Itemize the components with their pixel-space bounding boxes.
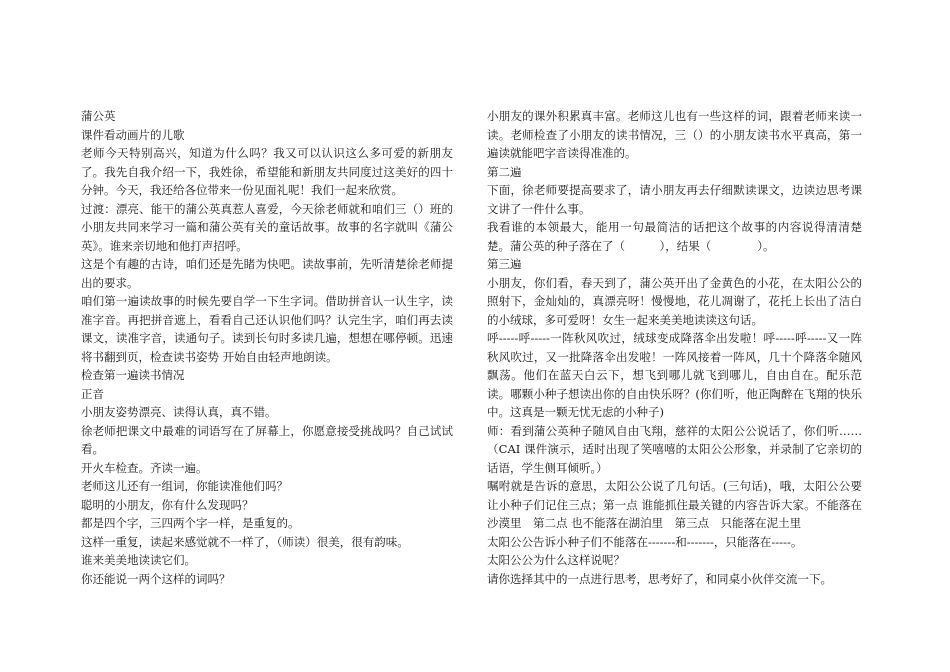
paragraph: 请你选择其中的一点进行思考，思考好了，和同桌小伙伴交流一下。 — [487, 571, 832, 586]
paragraph: 检查第一遍读书情况 — [81, 368, 185, 382]
paragraph: 这是个有趣的古诗，咱们还是先睹为快吧。读故事前，先听清楚徐老师提出的要求。 — [81, 257, 453, 290]
paragraph: 第二遍 — [487, 164, 522, 179]
paragraph: 过渡：漂亮、能干的蒲公英真惹人喜爱，今天徐老师就和咱们三（）班的小朋友共同来学习一篇和蒲公英有关的童话故事。故事的名字就叫《蒲公英》。谁来亲切地和他打声招呼。 — [81, 201, 453, 253]
paragraph: 老师今天特别高兴，知道为什么吗？我又可以认识这么多可爱的新朋友了。我先自我介绍一下，我姓徐，希望能和新朋友共同度过这美好的四十分钟。今天，我还给各位带来一份见面礼呢！我们一起来欣赏。 — [81, 146, 453, 197]
paragraph: 小朋友，你们看，春天到了，蒲公英开出了金黄色的小花，在太阳公公的照射下，金灿灿的，真漂亮呀！慢慢地，花儿凋谢了，花托上长出了洁白的小绒球，多可爱呀！女生一起来美美地读读这句话。 — [487, 275, 862, 327]
paragraph: 老师这儿还有一组词，你能读准他们吗？ — [81, 479, 288, 493]
paragraph: 这样一重复，读起来感觉就不一样了，（师读）很美，很有韵味。 — [81, 534, 409, 549]
paragraph: 你还能说一两个这样的词吗？ — [81, 571, 231, 586]
paragraph: 蒲公英 — [81, 109, 116, 123]
paragraph: 小朋友姿势漂亮、读得认真，真不错。 — [81, 405, 277, 419]
paragraph: 徐老师把课文中最难的词语写在了屏幕上，你愿意接受挑战吗？自己试试看。 — [81, 423, 453, 456]
paragraph: 我看谁的本领最大，能用一句最简洁的话把这个故事的内容说得清清楚楚。蒲公英的种子落在了（ ），结果（ ）。 — [487, 220, 862, 253]
paragraph: 师：看到蒲公英种子随风自由飞翔，慈祥的太阳公公说话了，你们听……（CAI 课件演示，适时出现了笑嘻嘻的太阳公公形象，并录制了它亲切的话语，学生侧耳倾听。） — [487, 423, 862, 475]
paragraph: 第三遍 — [487, 257, 522, 271]
paragraph: 呼-----呼-----一阵秋风吹过，绒球变成降落伞出发啦！呼-----呼-----又一阵秋风吹过，又一批降落伞出发啦！一阵风接着一阵风，几十个降落伞随风飘荡。他们在蓝天白云下，想飞到哪儿就飞到哪儿，自由自在。配乐范读。哪颗小种子想读出你的自由快乐呀？(你们听，他正陶醉在飞翔的快乐中。这真是一颗无忧无虑的小种子) — [487, 331, 862, 419]
paragraph: 聪明的小朋友，你有什么发现吗？ — [81, 497, 254, 512]
paragraph: 太阳公公告诉小种子们不能落在-------和-------，只能落在-----。 — [487, 534, 803, 549]
paragraph: 开火车检查。齐读一遍。 — [81, 460, 208, 475]
right-column — [487, 107, 862, 588]
paragraph: 太阳公公为什么这样说呢？ — [487, 553, 625, 567]
paragraph: 嘱咐就是告诉的意思，太阳公公说了几句话。(三句话)，哦，太阳公公要让小种子们记住三点；第一点 谁能抓住最关键的内容告诉大家。不能落在沙漠里 第二点 也不能落在湖泊里 第三点 只能落在泥土里 — [487, 479, 862, 530]
paragraph: 都是四个字，三四两个字一样，是重复的。 — [81, 516, 300, 530]
paragraph: 谁来美美地读读它们。 — [81, 553, 196, 567]
paragraph: 小朋友的课外积累真丰富。老师这儿也有一些这样的词，跟着老师来读一读。老师检查了小朋友的读书情况，三（）的小朋友读书水平真高，第一遍读就能吧字音读得准准的。 — [487, 109, 862, 160]
left-column — [81, 107, 453, 588]
paragraph: 正音 — [81, 386, 104, 401]
paragraph: 咱们第一遍读故事的时候先要自学一下生字词。借助拼音认一认生字，读准字音。再把拼音遮上，看看自己还认识他们吗？认完生字，咱们再去读课文，读准字音，读通句子。读到长句时多读几遍，想想在哪停顿。迅速将书翻到页，检查读书姿势 开始自由轻声地朗读。 — [81, 294, 453, 364]
paragraph: 课件看动画片的儿歌 — [81, 127, 185, 142]
paragraph: 下面，徐老师要提高要求了，请小朋友再去仔细默读课文，边读边思考课文讲了一件什么事。 — [487, 183, 862, 216]
